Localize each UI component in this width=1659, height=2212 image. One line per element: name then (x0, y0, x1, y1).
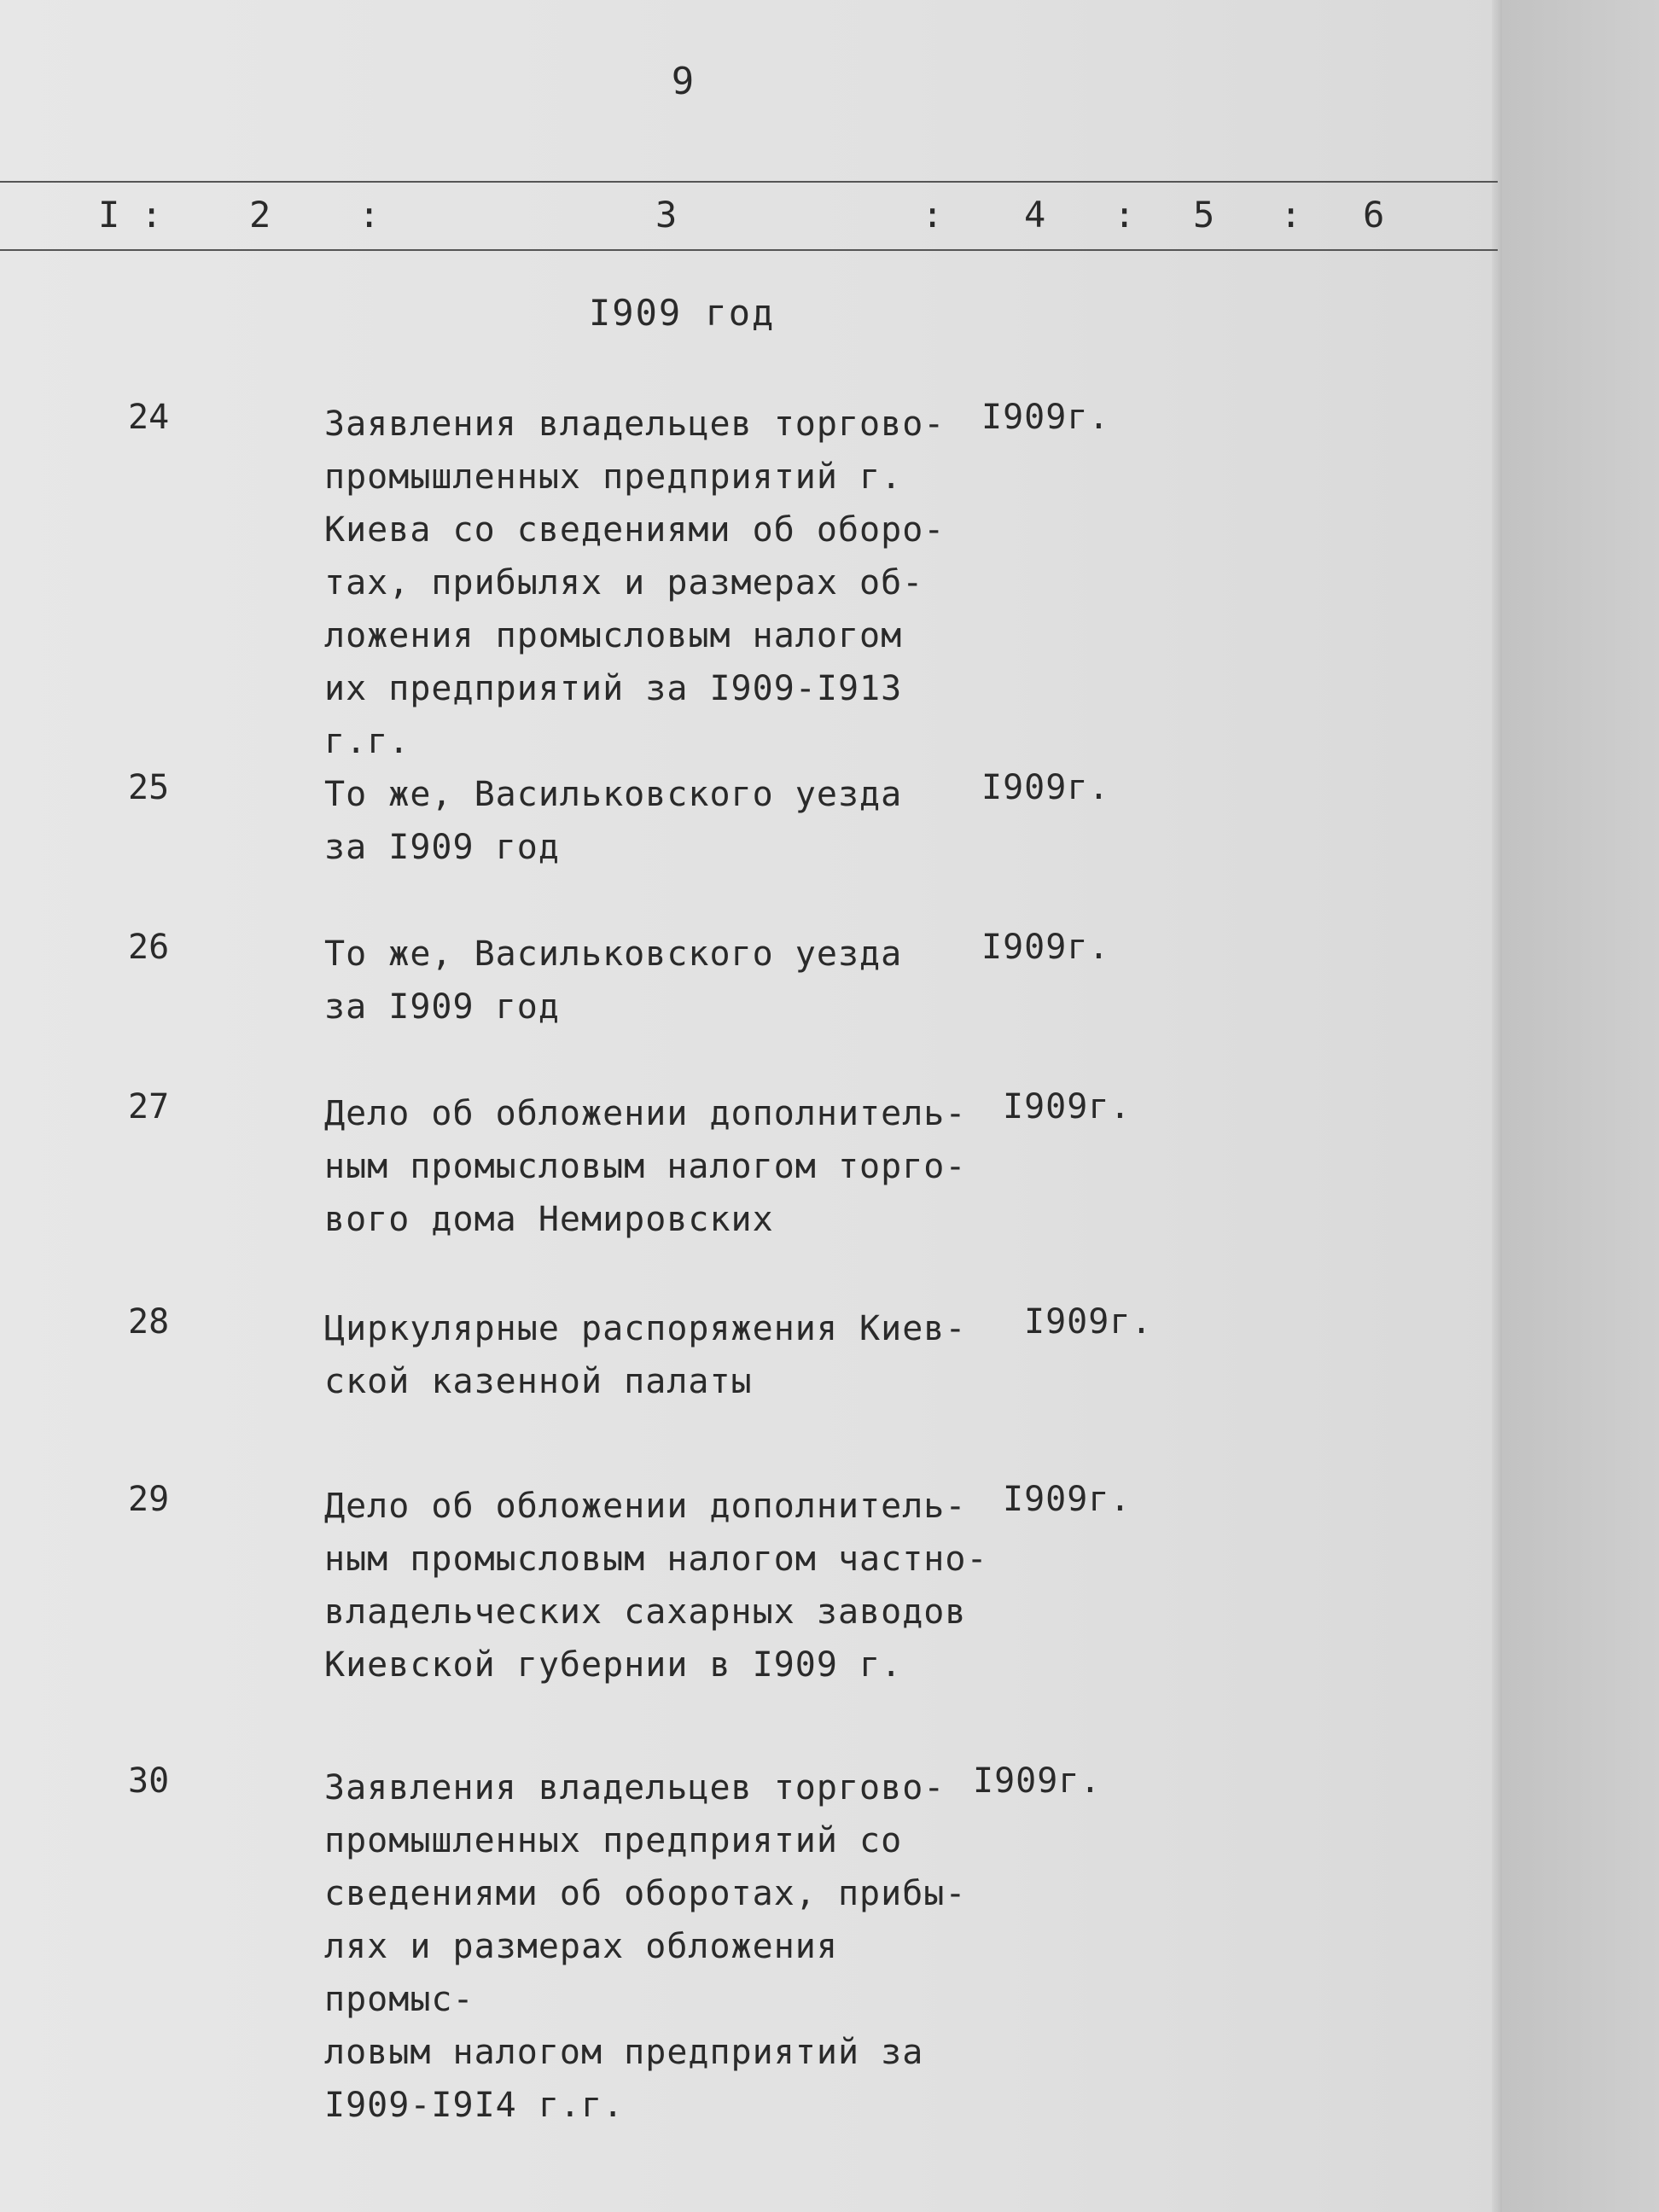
column-header-6: 6 (1363, 194, 1385, 236)
entry-date: I909г. (1024, 1302, 1153, 1342)
column-header-4: 4 (1024, 194, 1046, 236)
entry-description: Циркулярные распоряжения Киев- ской казенной палаты (324, 1309, 967, 1401)
header-rule-bottom (0, 249, 1498, 251)
entry-number: 29 (128, 1480, 170, 1519)
entry-date: I909г. (1003, 1480, 1132, 1519)
column-separator: : (1280, 194, 1302, 236)
column-separator: : (1114, 194, 1136, 236)
column-header-5: 5 (1193, 194, 1215, 236)
entry-description: То же, Васильковского уезда за I909 год (324, 934, 903, 1027)
entry-description: Дело об обложении дополнитель- ным промысловым налогом частно- владельческих сахарных заводов Киевской губернии в I909 г. (324, 1487, 988, 1685)
entry-date: I909г. (973, 1761, 1102, 1801)
entry-description: Заявления владельцев торгово- промышленных предприятий со сведениями об оборотах, прибы- лях и размерах обложения промыс- ловым налогом предприятий за I909-I9I4 г.г. (324, 1768, 967, 2125)
column-header-3: 3 (655, 194, 678, 236)
entry-number: 26 (128, 928, 170, 967)
entry-number: 24 (128, 398, 170, 437)
entry-date: I909г. (1003, 1087, 1132, 1126)
entry-number: 27 (128, 1087, 170, 1126)
entry-number: 28 (128, 1302, 170, 1342)
entry-number: 30 (128, 1761, 170, 1801)
page-edge (1492, 0, 1502, 2212)
column-separator: : (922, 194, 944, 236)
entry-date: I909г. (981, 768, 1110, 807)
entry-number: 25 (128, 768, 170, 807)
entry-description: Дело об обложении дополнитель- ным промысловым налогом торго- вого дома Немировских (324, 1094, 967, 1239)
column-separator: : (141, 194, 163, 236)
header-rule-top (0, 181, 1498, 183)
entry-description: Заявления владельцев торгово- промышленных предприятий г. Киева со сведениями об оборо- тах, прибылях и размерах об- ложения промысловым налогом их предприятий за I909-I913 г.г. (324, 405, 946, 761)
entry-date: I909г. (981, 398, 1110, 437)
page-number: 9 (671, 60, 695, 103)
column-separator: : (358, 194, 381, 236)
entry-description: То же, Васильковского уезда за I909 год (324, 775, 903, 867)
column-header-1: I (98, 194, 120, 236)
entry-date: I909г. (981, 928, 1110, 967)
underlying-sheet (1502, 0, 1659, 2212)
section-title: I909 год (589, 292, 776, 334)
column-header-2: 2 (249, 194, 271, 236)
